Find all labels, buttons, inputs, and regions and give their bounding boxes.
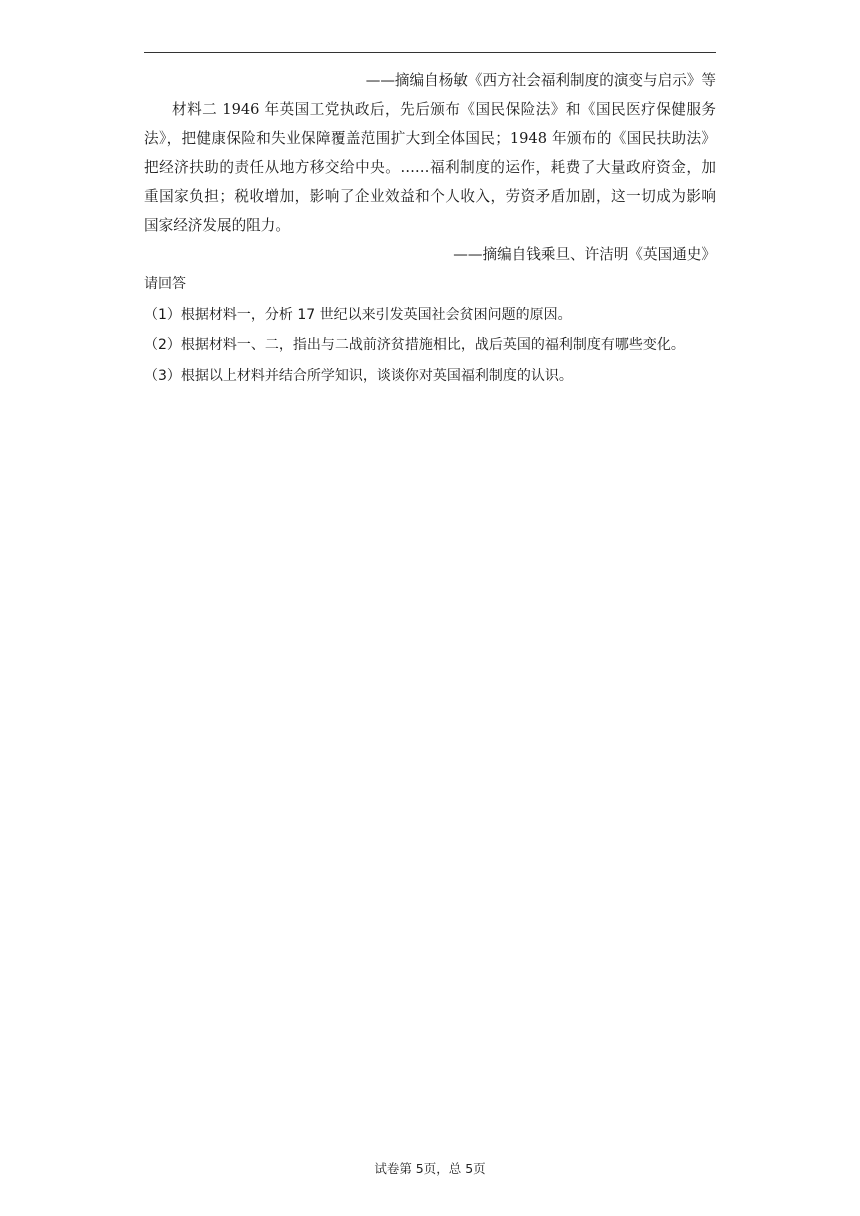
question-content: [144, 66, 716, 391]
material-two-line: 重国家负担；税收增加，影响了企业效益和个人收入，劳资矛盾加剧，这一切成为影响: [144, 188, 716, 205]
material-one-source: ——摘编自杨敏《西方社会福利制度的演变与启示》等: [365, 72, 716, 89]
material-two-line: 法》，把健康保险和失业保障覆盖范围扩大到全体国民；1948 年颁布的《国民扶助法》: [144, 130, 716, 147]
question-item: （1）根据材料一，分析 17 世纪以来引发英国社会贫困问题的原因。: [144, 306, 572, 323]
question-item: （3）根据以上材料并结合所学知识，谈谈你对英国福利制度的认识。: [144, 367, 573, 384]
material-two: [144, 95, 716, 269]
header-rule: [144, 52, 716, 53]
material-two-line: 国家经济发展的阻力。: [144, 217, 290, 234]
question-list: [144, 300, 716, 392]
material-two-source: ——摘编自钱乘旦、许洁明《英国通史》: [453, 246, 716, 263]
question-item: （2）根据材料一、二，指出与二战前济贫措施相比，战后英国的福利制度有哪些变化。: [144, 337, 685, 353]
material-two-line: 把经济扶助的责任从地方移交给中央。……福利制度的运作，耗费了大量政府资金，加: [144, 159, 716, 176]
material-two-line: 材料二 1946 年英国工党执政后，先后颁布《国民保险法》和《国民医疗保健服务: [172, 101, 716, 118]
answer-prompt: 请回答: [144, 276, 186, 292]
page-footer: 试卷第 5页，总 5页: [374, 1161, 486, 1176]
